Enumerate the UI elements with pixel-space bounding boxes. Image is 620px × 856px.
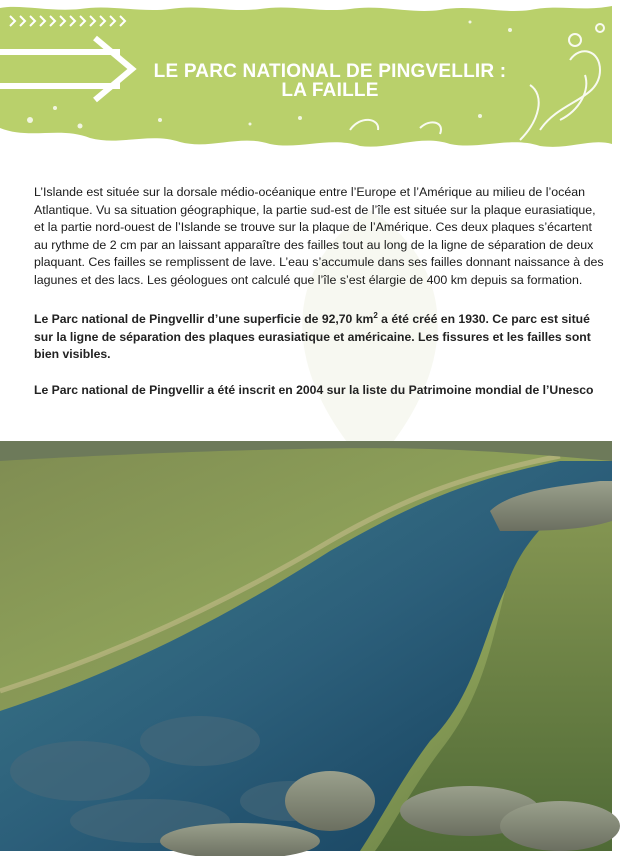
article-body	[34, 184, 604, 417]
photo-credit: www.em.com	[610, 691, 620, 750]
superscript: 2	[373, 311, 378, 321]
page-title-line1: LE PARC NATIONAL DE PINGVELLIR :	[153, 61, 507, 82]
paragraph-2-part-b: a été créé en 1930. Ce parc est situé sur la ligne de séparation des plaques eurasiatique et américaine. Les fissures et les failles sont bien visibles.	[34, 312, 591, 362]
rift-fissure-photo	[0, 441, 620, 851]
paragraph-3: Le Parc national de Pingvellir a été inscrit en 2004 sur la liste du Patrimoine mondial de l’Unesco	[34, 382, 594, 397]
header-banner	[0, 0, 612, 150]
arrow-icon	[0, 38, 132, 100]
photo-illustration	[0, 441, 612, 851]
paragraph-2-part-a: Le Parc national de Pingvellir d’une superficie de 92,70 km	[34, 312, 374, 327]
paragraph-1: L’Islande est située sur la dorsale médio-océanique entre l’Europe et l’Amérique au milieu de l’océan Atlantique. Vu sa situation géographique, la partie sud-est de l’île est située sur la plaque eurasiatique, et la partie nord-ouest de l’Islande se trouve sur la plaque de l’Amérique. Ces deux plaques s’écartent au rythme de 2 cm par an laissant apparaître des failles tout au long de la ligne de séparation de deux plaquant. Ces failles se remplissent de lave. L’eau s’accumule dans ses failles donnant naissance à des lagunes et des lacs. Les géologues ont calculé que l’île s’est élargie de 400 km depuis sa formation.	[34, 185, 604, 287]
chevron-row-icon	[10, 16, 125, 26]
page-title	[120, 62, 540, 100]
paragraph-2	[34, 307, 604, 364]
page-title-line2: LA FAILLE	[281, 80, 379, 101]
